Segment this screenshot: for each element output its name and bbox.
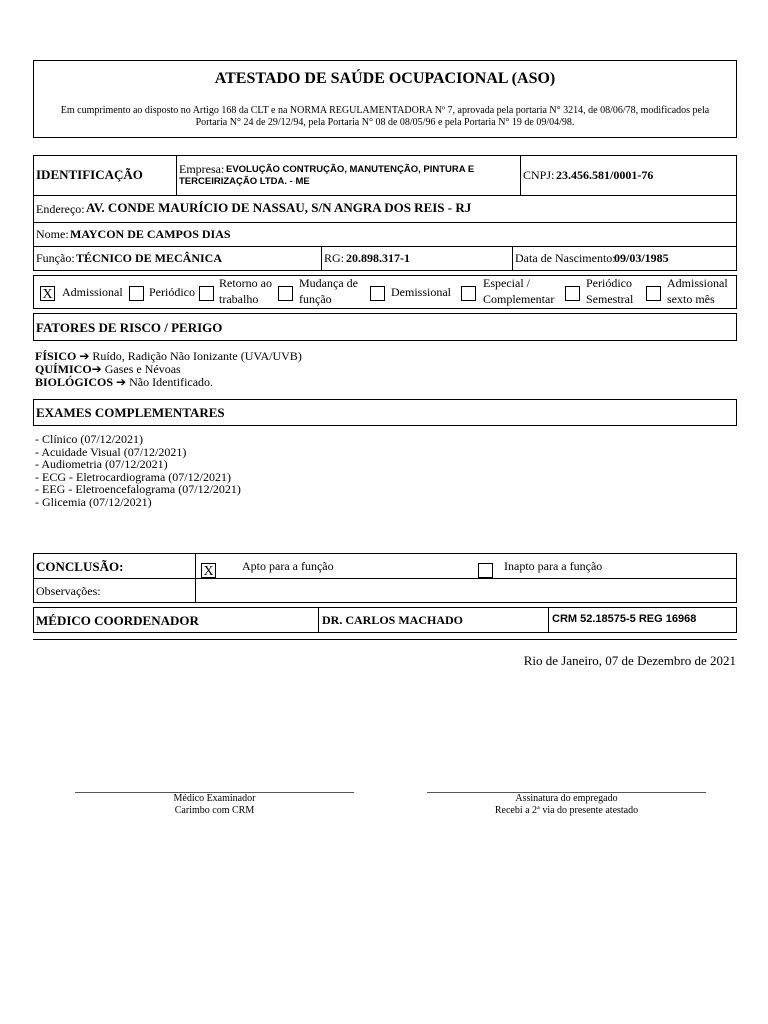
exam-item: - Glicemia (07/12/2021): [35, 494, 152, 509]
cnpj-value: 23.456.581/0001-76: [556, 168, 654, 182]
nome-label: Nome:: [36, 227, 69, 241]
checkbox-inapto[interactable]: [478, 563, 493, 578]
funcao-value: TÉCNICO DE MECÂNICA: [76, 251, 223, 265]
option-especial-line2: Complementar: [483, 292, 555, 306]
divider: [33, 639, 737, 640]
exams-title: EXAMES COMPLEMENTARES: [36, 405, 225, 420]
exams-list: [35, 433, 241, 509]
checkbox-apto[interactable]: X: [201, 563, 216, 578]
identification-table: [33, 155, 737, 271]
nascimento-label: Data de Nascimento:: [515, 251, 616, 265]
exam-item: - Audiometria (07/12/2021): [35, 457, 168, 472]
cnpj-label: CNPJ:: [523, 168, 555, 182]
option-sexto-mes-line1: Admissional: [667, 276, 728, 290]
checkbox-periodico-semestral[interactable]: [565, 286, 580, 301]
option-demissional-label: Demissional: [391, 285, 451, 299]
option-mudanca-line1: Mudança de: [299, 276, 358, 290]
exam-item: - ECG - Eletrocardiograma (07/12/2021): [35, 469, 231, 484]
header-box: [33, 60, 737, 138]
nascimento-value: 09/03/1985: [614, 251, 669, 265]
risk-factors-header: [33, 313, 737, 341]
rg-label: RG:: [324, 251, 345, 265]
checkbox-admissional-sexto-mes[interactable]: [646, 286, 661, 301]
option-semestral-line2: Semestral: [586, 292, 634, 306]
checkbox-demissional[interactable]: [370, 286, 385, 301]
option-semestral-line1: Periódico: [586, 276, 632, 290]
exam-type-box: [33, 275, 737, 309]
legal-line-2: Portaria N° 24 de 29/12/94, pela Portaria N° 08 de 08/05/96 e pela Portaria N° 19 de 09/04/98.: [195, 117, 575, 128]
option-retorno-line1: Retorno ao: [219, 276, 272, 290]
coordinator-table: [33, 607, 737, 633]
observations-label: Observações:: [36, 584, 101, 598]
empresa-value-line1: EVOLUÇÃO CONTRUÇÃO, MANUTENÇÃO, PINTURA E: [226, 164, 475, 175]
exam-item: - Clínico (07/12/2021): [35, 432, 143, 446]
arrow-icon: ➔: [116, 375, 127, 389]
arrow-icon: ➔: [91, 362, 102, 376]
exam-item: - Acuidade Visual (07/12/2021): [35, 444, 187, 459]
option-periodico-label: Periódico: [149, 285, 195, 299]
funcao-label: Função:: [36, 251, 75, 265]
risk-text: Não Identificado.: [129, 375, 214, 389]
coordinator-label: MÉDICO COORDENADOR: [36, 613, 199, 628]
risk-text: Ruído, Radição Não Ionizante (UVA/UVB): [92, 349, 302, 363]
rg-value: 20.898.317-1: [346, 251, 410, 265]
signature-left-line1: Médico Examinador: [173, 793, 256, 804]
signature-right-line1: Assinatura do empregado: [515, 793, 618, 804]
checkbox-especial-complementar[interactable]: [461, 286, 476, 301]
option-admissional-label: Admissional: [62, 285, 123, 299]
conclusion-label: CONCLUSÃO:: [36, 559, 124, 574]
option-sexto-mes-line2: sexto mês: [667, 292, 715, 306]
empresa-value-line2: TERCEIRIZAÇÃO LTDA. - ME: [179, 176, 310, 187]
option-mudanca-line2: função: [299, 292, 332, 306]
checkbox-admissional[interactable]: X: [40, 286, 55, 301]
place-date: Rio de Janeiro, 07 de Dezembro de 2021: [523, 653, 736, 668]
risk-factors-title: FATORES DE RISCO / PERIGO: [36, 320, 223, 335]
option-retorno-line2: trabalho: [219, 292, 259, 306]
risk-item: [35, 376, 302, 389]
inapto-label: Inapto para a função: [504, 559, 603, 573]
risk-text: Gases e Névoas: [104, 362, 181, 376]
option-especial-line1: Especial /: [483, 276, 530, 290]
risk-label: QUÍMICO: [35, 362, 92, 376]
signature-left-line2: Carimbo com CRM: [174, 805, 255, 816]
endereco-value: AV. CONDE MAURÍCIO DE NASSAU, S/N ANGRA DOS REIS - RJ: [86, 200, 472, 215]
identificacao-label: IDENTIFICAÇÃO: [36, 167, 143, 182]
exam-item: - EEG - Eletroencefalograma (07/12/2021): [35, 482, 241, 497]
coordinator-name: DR. CARLOS MACHADO: [322, 613, 463, 627]
document-title: ATESTADO DE SAÚDE OCUPACIONAL (ASO): [214, 70, 556, 87]
checkbox-retorno-trabalho[interactable]: [199, 286, 214, 301]
empresa-label: Empresa:: [179, 162, 225, 176]
risk-label: BIOLÓGICOS: [35, 375, 114, 389]
nome-value: MAYCON DE CAMPOS DIAS: [70, 227, 231, 241]
risk-list: [35, 350, 302, 389]
signature-right-line2: Recebi a 2ª via do presente atestado: [494, 805, 639, 816]
exams-header: [33, 399, 737, 426]
risk-label: FÍSICO: [35, 349, 77, 363]
arrow-icon: ➔: [79, 349, 90, 363]
checkbox-periodico[interactable]: [129, 286, 144, 301]
conclusion-table: [33, 553, 737, 603]
legal-line-1: Em cumprimento ao disposto no Artigo 168 da CLT e na NORMA REGULAMENTADORA Nº 7, aprovada pela portaria N° 3214, de 08/06/78, modificados pela: [60, 105, 710, 116]
apto-label: Apto para a função: [242, 559, 334, 573]
checkbox-mudanca-funcao[interactable]: [278, 286, 293, 301]
coordinator-crm: CRM 52.18575-5 REG 16968: [552, 613, 697, 625]
endereco-label: Endereço:: [36, 202, 85, 216]
observations-field[interactable]: [196, 579, 736, 602]
